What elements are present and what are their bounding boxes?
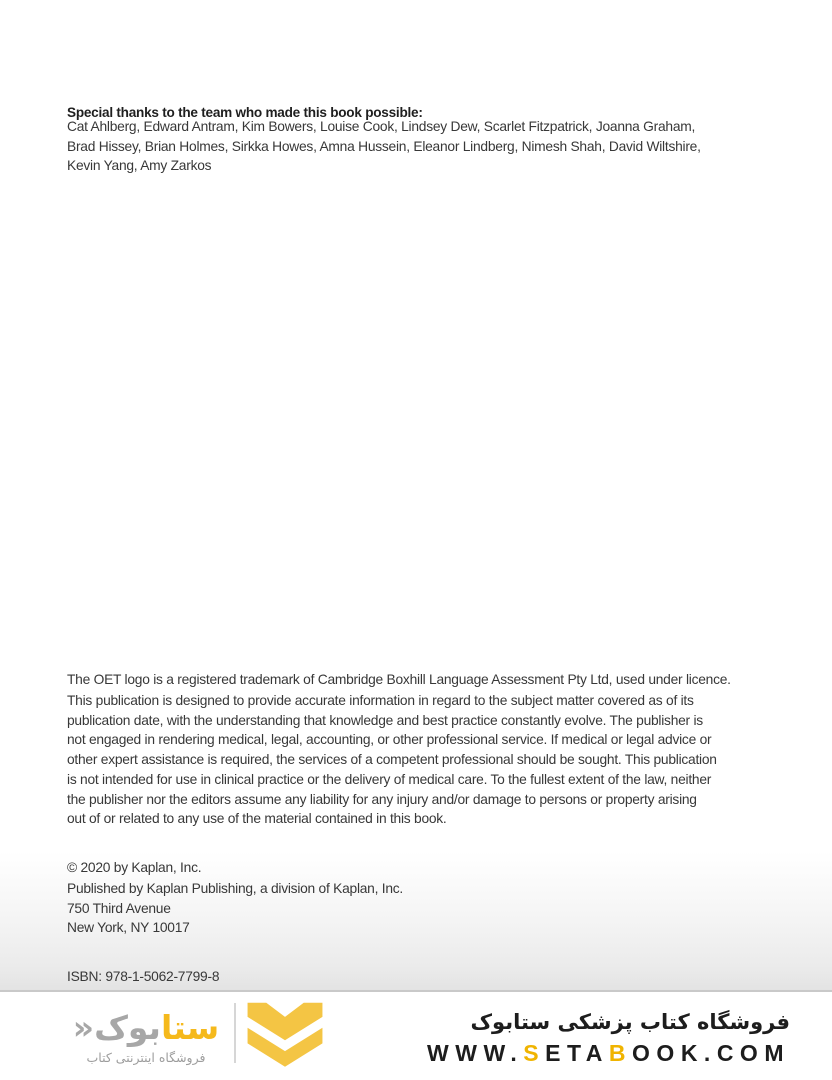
publisher-line: New York, NY 10017	[67, 920, 190, 936]
store-title-persian: فروشگاه کتاب پزشکی ستابوک	[470, 1010, 790, 1034]
disclaimer-paragraph	[67, 691, 717, 829]
setabook-tagline: فروشگاه اینترنتی کتاب	[86, 1049, 206, 1065]
setabook-footer-banner	[0, 992, 832, 1080]
double-chevron-down-icon	[246, 998, 324, 1070]
disclaimer-line: other expert assistance is required, the services of a competent professional should be sought. This publication	[67, 752, 717, 768]
thanks-names-line: Brad Hissey, Brian Holmes, Sirkka Howes, Amna Hussein, Eleanor Lindberg, Nimesh Shah, David Wiltshire,	[67, 138, 701, 154]
footer-store-info	[427, 1008, 790, 1067]
url-part: WWW.	[427, 1040, 524, 1066]
url-part-accent: S	[523, 1040, 546, 1066]
wordmark-end: بوک	[94, 1007, 161, 1047]
url-part: OOK.COM	[632, 1040, 790, 1066]
copyright-line: © 2020 by Kaplan, Inc.	[67, 859, 202, 875]
thanks-names	[67, 117, 701, 176]
disclaimer-line: is not intended for use in clinical practice or the delivery of medical care. To the fullest extent of the law, neither	[67, 771, 712, 787]
setabook-logo	[62, 998, 324, 1074]
publisher-line: Published by Kaplan Publishing, a division of Kaplan, Inc.	[67, 881, 404, 896]
thanks-names-line: Cat Ahlberg, Edward Antram, Kim Bowers, Louise Cook, Lindsey Dew, Scarlet Fitzpatrick, Joanna Graham,	[67, 119, 696, 134]
isbn-line: ISBN: 978-1-5062-7799-8	[67, 968, 220, 984]
setabook-wordmark-column	[62, 1008, 230, 1065]
logo-divider	[234, 1003, 236, 1063]
oet-trademark-notice: The OET logo is a registered trademark of Cambridge Boxhill Language Assessment Pty Ltd, used under licence.	[67, 671, 731, 687]
publisher-block	[67, 879, 403, 938]
url-part: ETA	[545, 1040, 609, 1066]
setabook-wordmark	[62, 1008, 230, 1048]
wordmark-start: ستا	[160, 1007, 220, 1047]
chevron-stripe-top	[248, 1003, 323, 1040]
thanks-names-line: Kevin Yang, Amy Zarkos	[67, 158, 212, 174]
disclaimer-line: This publication is designed to provide accurate information in regard to the subject matter covered as of its	[67, 693, 694, 708]
website-url	[427, 1040, 790, 1067]
wordmark-guillemet: «	[72, 1007, 95, 1047]
disclaimer-line: the publisher nor the editors assume any liability for any injury and/or damage to persons or property arising	[67, 791, 697, 807]
disclaimer-line: not engaged in rendering medical, legal, accounting, or other professional service. If medical or legal advice or	[67, 732, 712, 748]
disclaimer-line: publication date, with the understanding that knowledge and best practice constantly evolve. The publisher is	[67, 712, 703, 728]
url-part-accent: B	[608, 1040, 633, 1066]
publisher-line: 750 Third Avenue	[67, 900, 171, 916]
disclaimer-line: out of or related to any use of the material contained in this book.	[67, 811, 447, 827]
thanks-heading: Special thanks to the team who made this book possible:	[67, 104, 423, 120]
